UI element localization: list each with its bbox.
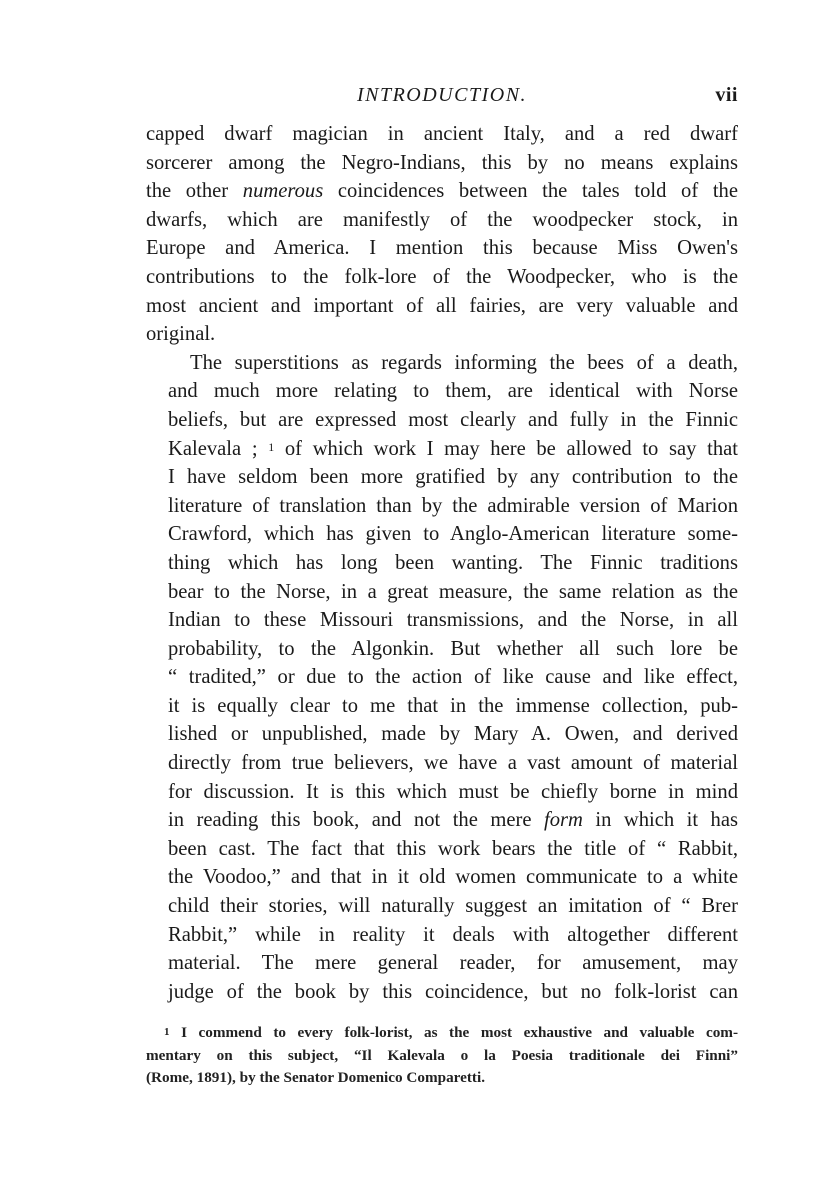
text-line: been cast. The fact that this work bears the title of “ Rabbit, [168,837,738,860]
footnote-reference[interactable]: 1 [268,439,275,454]
text-line: I have seldom been more gratified by any contribution to the [168,466,738,489]
footnote-line: (Rome, 1891), by the Senator Domenico Comparetti. [146,1069,485,1086]
text-line: literature of translation than by the admirable version of Marion [168,494,738,517]
text-run: coincidences between the tales told of the [323,180,738,203]
text-line: the Voodoo,” and that in it old women communicate to a white [168,866,738,889]
text-line: material. The mere general reader, for amusement, may [168,952,738,975]
page-number: vii [715,84,738,106]
text-line: capped dwarf magician in ancient Italy, and a red dwarf [146,123,738,145]
text-line [146,435,738,464]
paragraph-2 [146,349,738,1007]
running-title: INTRODUCTION. [356,84,528,106]
text-line: it is equally clear to me that in the immense collection, pub- [168,694,738,717]
text-run: in which it has [582,809,738,832]
text-line: lished or unpublished, made by Mary A. Owen, and derived [168,723,738,746]
text-line: sorcerer among the Negro-Indians, this by no means explains [146,151,738,174]
italic-word: form [543,809,583,832]
text-line: Indian to these Missouri transmissions, and the Norse, in all [168,609,738,632]
text-run: in reading this book, and not the mere [168,809,544,832]
footnote-line [146,1022,738,1045]
text-line: The superstitions as regards informing the bees of a death, [190,351,738,374]
text-line: judge of the book by this coincidence, but no folk-lorist can [168,980,738,1003]
text-line: beliefs, but are expressed most clearly and fully in the Finnic [168,408,738,431]
text-line: directly from true believers, we have a vast amount of material [168,752,738,775]
text-line: dwarfs, which are manifestly of the woodpecker stock, in [146,208,738,231]
text-line: “ tradited,” or due to the action of like cause and like effect, [168,666,738,689]
text-run: the other [146,180,243,203]
text-line: contributions to the folk-lore of the Woodpecker, who is the [146,265,738,288]
text-line: thing which has long been wanting. The Finnic traditions [168,551,738,574]
body-text [146,120,738,1006]
footnote-marker: 1 [164,1026,170,1038]
text-line [146,177,738,206]
text-line: probability, to the Algonkin. But whether all such lore be [168,637,738,660]
footnote-line: mentary on this subject, “Il Kalevala o la Poesia traditionale dei Finni” [146,1046,738,1064]
text-run: I commend to every folk-lorist, as the most exhaustive and valuable com- [181,1024,738,1041]
text-line: Europe and America. I mention this because Miss Owen's [146,237,738,260]
text-run: Kalevala ; [168,437,269,460]
footnote [146,1022,738,1090]
text-line: original. [146,323,216,346]
text-line: for discussion. It is this which must be chiefly borne in mind [168,780,738,803]
paragraph-1 [146,120,738,349]
text-line: and much more relating to them, are identical with Norse [168,380,738,403]
running-head [146,80,738,114]
text-run: of which work I may here be allowed to say that [274,437,738,460]
text-line: bear to the Norse, in a great measure, the same relation as the [168,580,738,603]
text-line: Rabbit,” while in reality it deals with altogether different [168,923,738,946]
text-line: child their stories, will naturally suggest an imitation of “ Brer [168,895,738,918]
text-line: Crawford, which has given to Anglo-American literature some- [168,523,738,546]
italic-word: numerous [242,180,324,203]
text-line: most ancient and important of all fairies, are very valuable and [146,294,738,317]
text-line [146,806,738,835]
